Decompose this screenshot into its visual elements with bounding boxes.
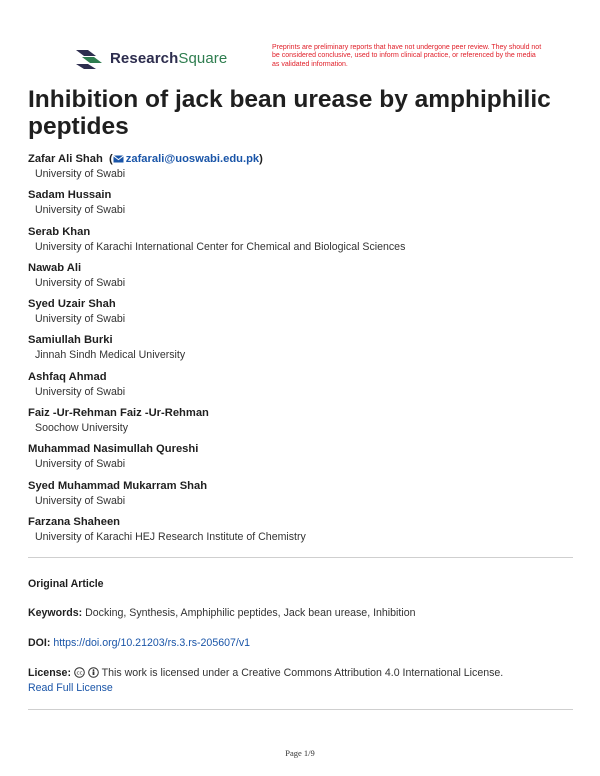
author-affiliation: University of Swabi <box>35 458 126 471</box>
creative-commons-icon <box>74 667 85 678</box>
author-affiliation: University of Swabi <box>35 494 126 507</box>
author-affiliation: University of Swabi <box>35 313 126 326</box>
author-name: Samiullah Burki <box>28 334 113 347</box>
author-email-link[interactable]: zafarali@uoswabi.edu.pk <box>113 153 259 165</box>
author-list <box>28 152 568 551</box>
author-name: Farzana Shaheen <box>28 515 121 528</box>
page-number: Page 1/9 <box>285 748 315 758</box>
read-full-license-link[interactable]: Read Full License <box>28 682 113 694</box>
svg-text:cc: cc <box>76 670 83 677</box>
author-affiliation: Jinnah Sindh Medical University <box>35 349 186 362</box>
author-name: Syed Uzair Shah <box>28 298 116 311</box>
author-entry <box>28 442 568 478</box>
author-affiliation: University of Swabi <box>35 204 126 217</box>
research-square-logo[interactable] <box>74 46 227 70</box>
envelope-icon <box>113 155 124 163</box>
author-name: Faiz -Ur-Rehman Faiz -Ur-Rehman <box>28 407 209 420</box>
author-entry <box>28 370 568 406</box>
author-entry <box>28 297 568 333</box>
divider <box>28 557 573 558</box>
author-name: Serab Khan <box>28 225 91 238</box>
author-name: Zafar Ali Shah <box>28 153 103 165</box>
doi-label: DOI: <box>28 637 51 649</box>
divider <box>28 709 573 710</box>
author-entry <box>28 188 568 224</box>
author-entry <box>28 515 568 551</box>
license-line <box>28 666 573 696</box>
author-entry: Zafar Ali Shah ( zafarali@uoswabi.edu.pk) University of Swabi <box>28 152 568 188</box>
doi-line <box>28 636 573 651</box>
author-affiliation: Soochow University <box>35 422 129 435</box>
author-affiliation: University of Swabi <box>35 385 126 398</box>
license-text: This work is licensed under a Creative Commons Attribution 4.0 International License. <box>101 667 504 679</box>
paper-title: Inhibition of jack bean urease by amphiphilic peptides <box>28 86 551 140</box>
logo-mark-icon <box>74 46 104 70</box>
author-name: Muhammad Nasimullah Qureshi <box>28 443 199 456</box>
author-entry <box>28 225 568 261</box>
attribution-icon <box>88 667 99 678</box>
logo-text: ResearchSquare <box>110 49 228 67</box>
license-label: License: <box>28 667 71 679</box>
author-name: Ashfaq Ahmad <box>28 370 107 383</box>
author-name: Sadam Hussain <box>28 189 112 202</box>
author-entry <box>28 261 568 297</box>
doi-link[interactable]: https://doi.org/10.21203/rs.3.rs-205607/v1 <box>53 637 251 649</box>
preprint-notice: Preprints are preliminary reports that have not undergone peer review. They should not be considered conclusive, used to inform clinical practice, or referenced by the media as validated information. <box>272 44 542 68</box>
author-name: Nawab Ali <box>28 261 82 274</box>
author-affiliation: University of Karachi HEJ Research Institute of Chemistry <box>35 530 306 543</box>
author-entry <box>28 333 568 369</box>
author-entry <box>28 479 568 515</box>
article-type: Original Article <box>28 578 104 590</box>
author-name: Syed Muhammad Mukarram Shah <box>28 479 208 492</box>
author-affiliation: University of Karachi International Center for Chemical and Biological Sciences <box>35 240 406 253</box>
keywords-value: Docking, Synthesis, Amphiphilic peptides, Jack bean urease, Inhibition <box>85 607 416 619</box>
author-entry <box>28 406 568 442</box>
author-affiliation: University of Swabi <box>35 276 126 289</box>
author-affiliation: University of Swabi <box>35 168 126 180</box>
keywords-label: Keywords: <box>28 607 83 619</box>
keywords-line <box>28 606 573 621</box>
